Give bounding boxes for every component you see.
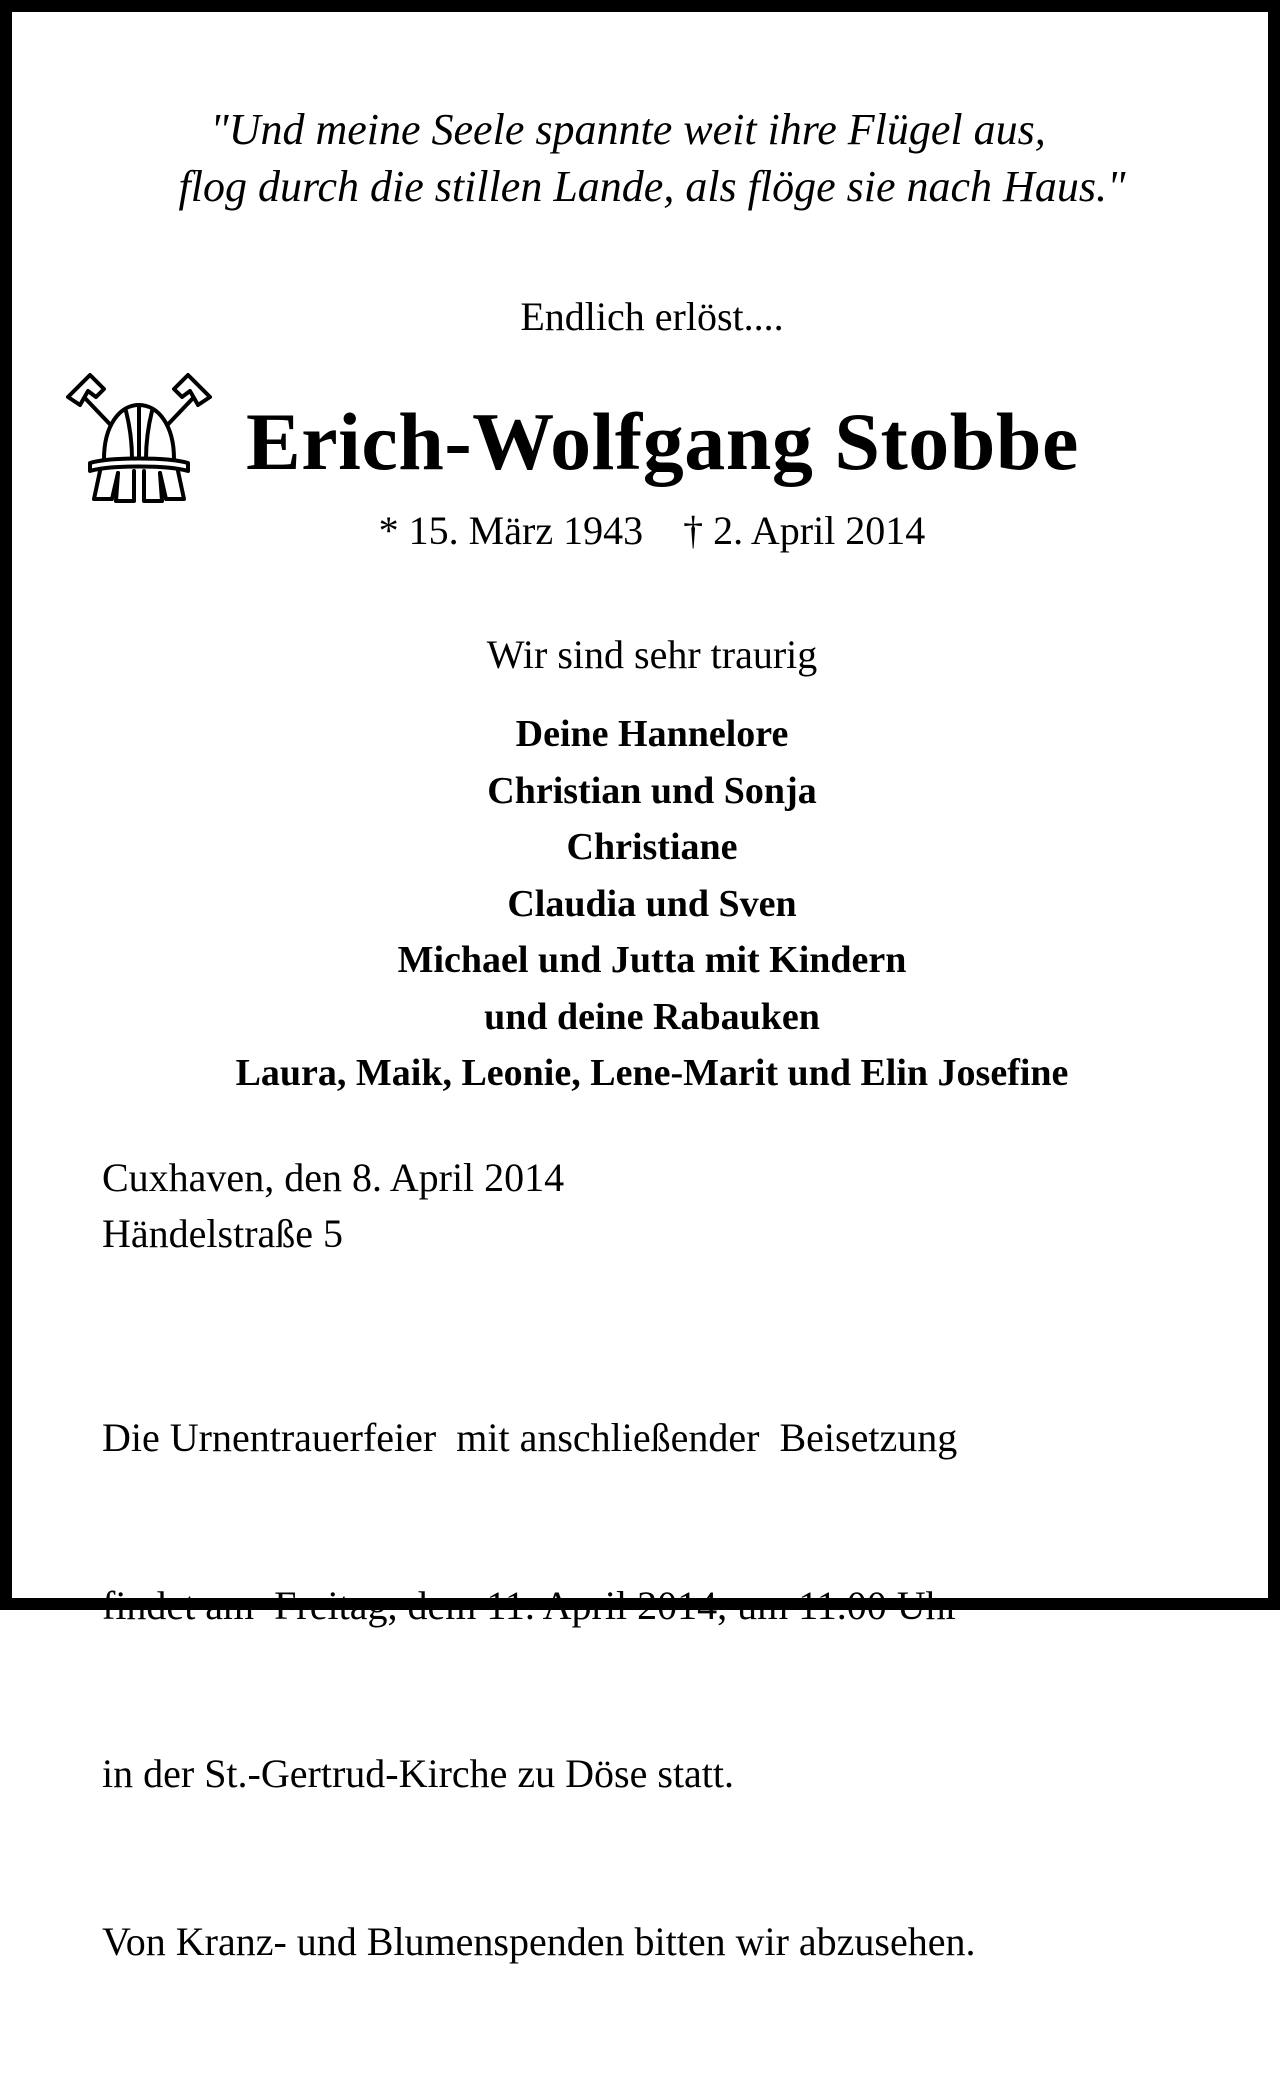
- family-line: Christian und Sonja: [487, 769, 817, 812]
- subtitle: Endlich erlöst....: [520, 294, 784, 339]
- notice-line: Die Urnentrauerfeier mit anschließender Beisetzung: [102, 1415, 958, 1460]
- firefighter-helmet-axes-icon: [60, 367, 218, 507]
- notice-line: findet am Freitag, dem 11. April 2014, um 11.00 Uhr: [102, 1583, 959, 1628]
- family-line: Laura, Maik, Leonie, Lene-Marit und Elin Josefine: [235, 1052, 1069, 1094]
- funeral-notice: [102, 1298, 976, 2082]
- notice-line: in der St.-Gertrud-Kirche zu Döse statt.: [102, 1751, 735, 1796]
- family-line: Michael und Jutta mit Kindern: [397, 939, 907, 981]
- family-line: Deine Hannelore: [515, 713, 789, 755]
- life-dates: [12, 506, 1280, 556]
- deceased-name: Erich-Wolfgang Stobbe: [246, 396, 1079, 487]
- notice-line: Von Kranz- und Blumenspenden bitten wir abzusehen.: [102, 1919, 976, 1964]
- family-line: Christiane: [566, 826, 738, 868]
- street-address: Händelstraße 5: [102, 1211, 344, 1256]
- family-line: Claudia und Sven: [507, 882, 797, 925]
- family-line: und deine Rabauken: [484, 995, 820, 1038]
- birth-date: * 15. März 1943: [378, 508, 644, 553]
- city-date: Cuxhaven, den 8. April 2014: [102, 1155, 565, 1200]
- family-list: [12, 706, 1280, 1102]
- place-and-address: [102, 1150, 564, 1262]
- death-date: † 2. April 2014: [683, 508, 926, 553]
- quote-line-2: flog durch die stillen Lande, als flöge sie nach Haus.": [178, 162, 1126, 211]
- mourning-line: Wir sind sehr traurig: [486, 632, 818, 677]
- quote-line-1: "Und meine Seele spannte weit ihre Flügel aus,: [210, 105, 1046, 154]
